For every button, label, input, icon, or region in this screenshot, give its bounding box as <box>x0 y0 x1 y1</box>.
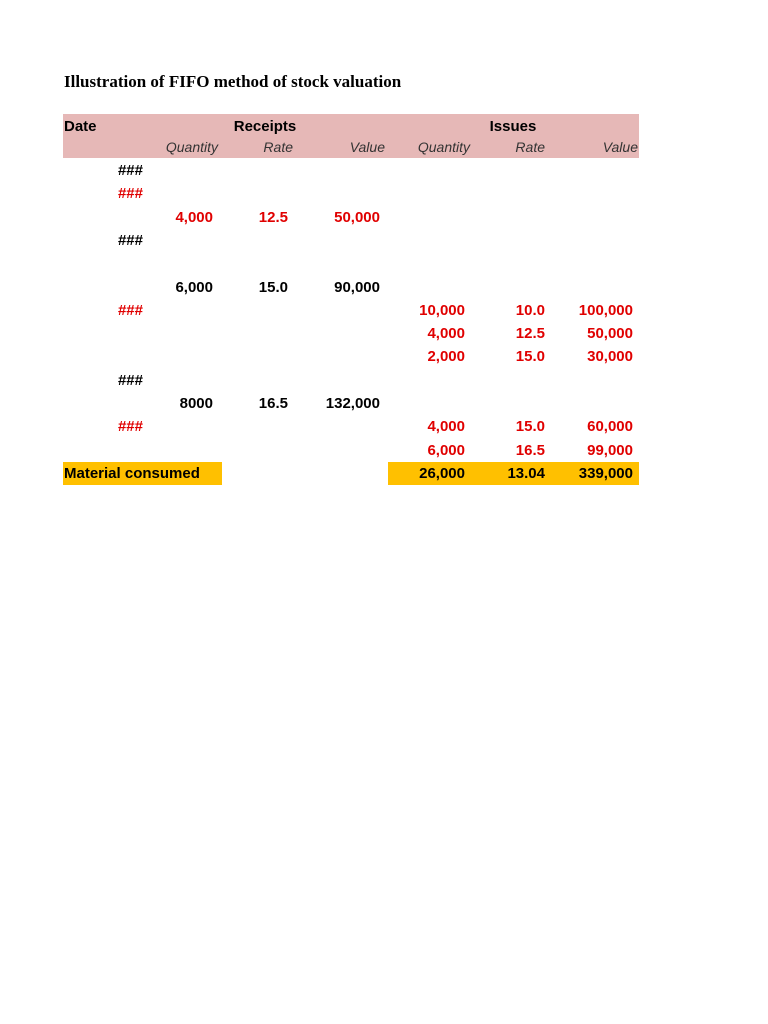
row-date: ### <box>117 301 143 319</box>
row-date: ### <box>117 162 143 179</box>
header-receipt-value: Value <box>349 139 385 155</box>
header-receipt-rate: Rate <box>263 139 293 155</box>
header-receipts: Receipts <box>233 118 297 135</box>
header-issue-value: Value <box>602 139 638 155</box>
header-receipt-quantity: Quantity <box>165 139 218 155</box>
row-date: ### <box>117 231 143 249</box>
row-receipt-quantity: 4,000 <box>175 208 213 226</box>
header-date: Date <box>64 118 97 135</box>
total-rate: 13.04 <box>507 465 545 482</box>
header-issue-rate: Rate <box>515 139 545 155</box>
row-date: ### <box>117 371 143 389</box>
row-issue-rate: 15.0 <box>515 418 545 436</box>
row-issue-quantity: 2,000 <box>427 348 465 366</box>
row-issue-quantity: 6,000 <box>427 441 465 459</box>
row-issue-value: 60,000 <box>587 418 633 436</box>
row-issue-rate: 15.0 <box>515 348 545 366</box>
header-issues: Issues <box>489 118 537 135</box>
row-receipt-quantity: 8000 <box>179 395 213 412</box>
row-receipt-value: 90,000 <box>334 278 380 296</box>
row-issue-quantity: 4,000 <box>427 418 465 436</box>
total-label: Material consumed <box>64 465 200 482</box>
row-issue-value: 50,000 <box>587 325 633 343</box>
row-receipt-value: 50,000 <box>334 208 380 226</box>
row-issue-rate: 12.5 <box>515 325 545 343</box>
row-receipt-rate: 16.5 <box>258 395 288 412</box>
total-value: 339,000 <box>578 465 633 482</box>
row-receipt-rate: 15.0 <box>258 278 288 296</box>
total-quantity: 26,000 <box>419 465 465 482</box>
row-issue-rate: 10.0 <box>515 301 545 319</box>
row-receipt-quantity: 6,000 <box>175 278 213 296</box>
row-date: ### <box>117 185 143 203</box>
row-receipt-rate: 12.5 <box>258 208 288 226</box>
row-issue-value: 30,000 <box>587 348 633 366</box>
row-issue-value: 100,000 <box>578 301 633 319</box>
row-issue-rate: 16.5 <box>515 441 545 459</box>
row-receipt-value: 132,000 <box>325 395 380 412</box>
page-title: Illustration of FIFO method of stock valuation <box>64 72 402 91</box>
row-issue-quantity: 10,000 <box>419 301 465 319</box>
row-issue-value: 99,000 <box>587 441 633 459</box>
row-issue-quantity: 4,000 <box>427 325 465 343</box>
header-issue-quantity: Quantity <box>417 139 470 155</box>
row-date: ### <box>117 418 143 436</box>
